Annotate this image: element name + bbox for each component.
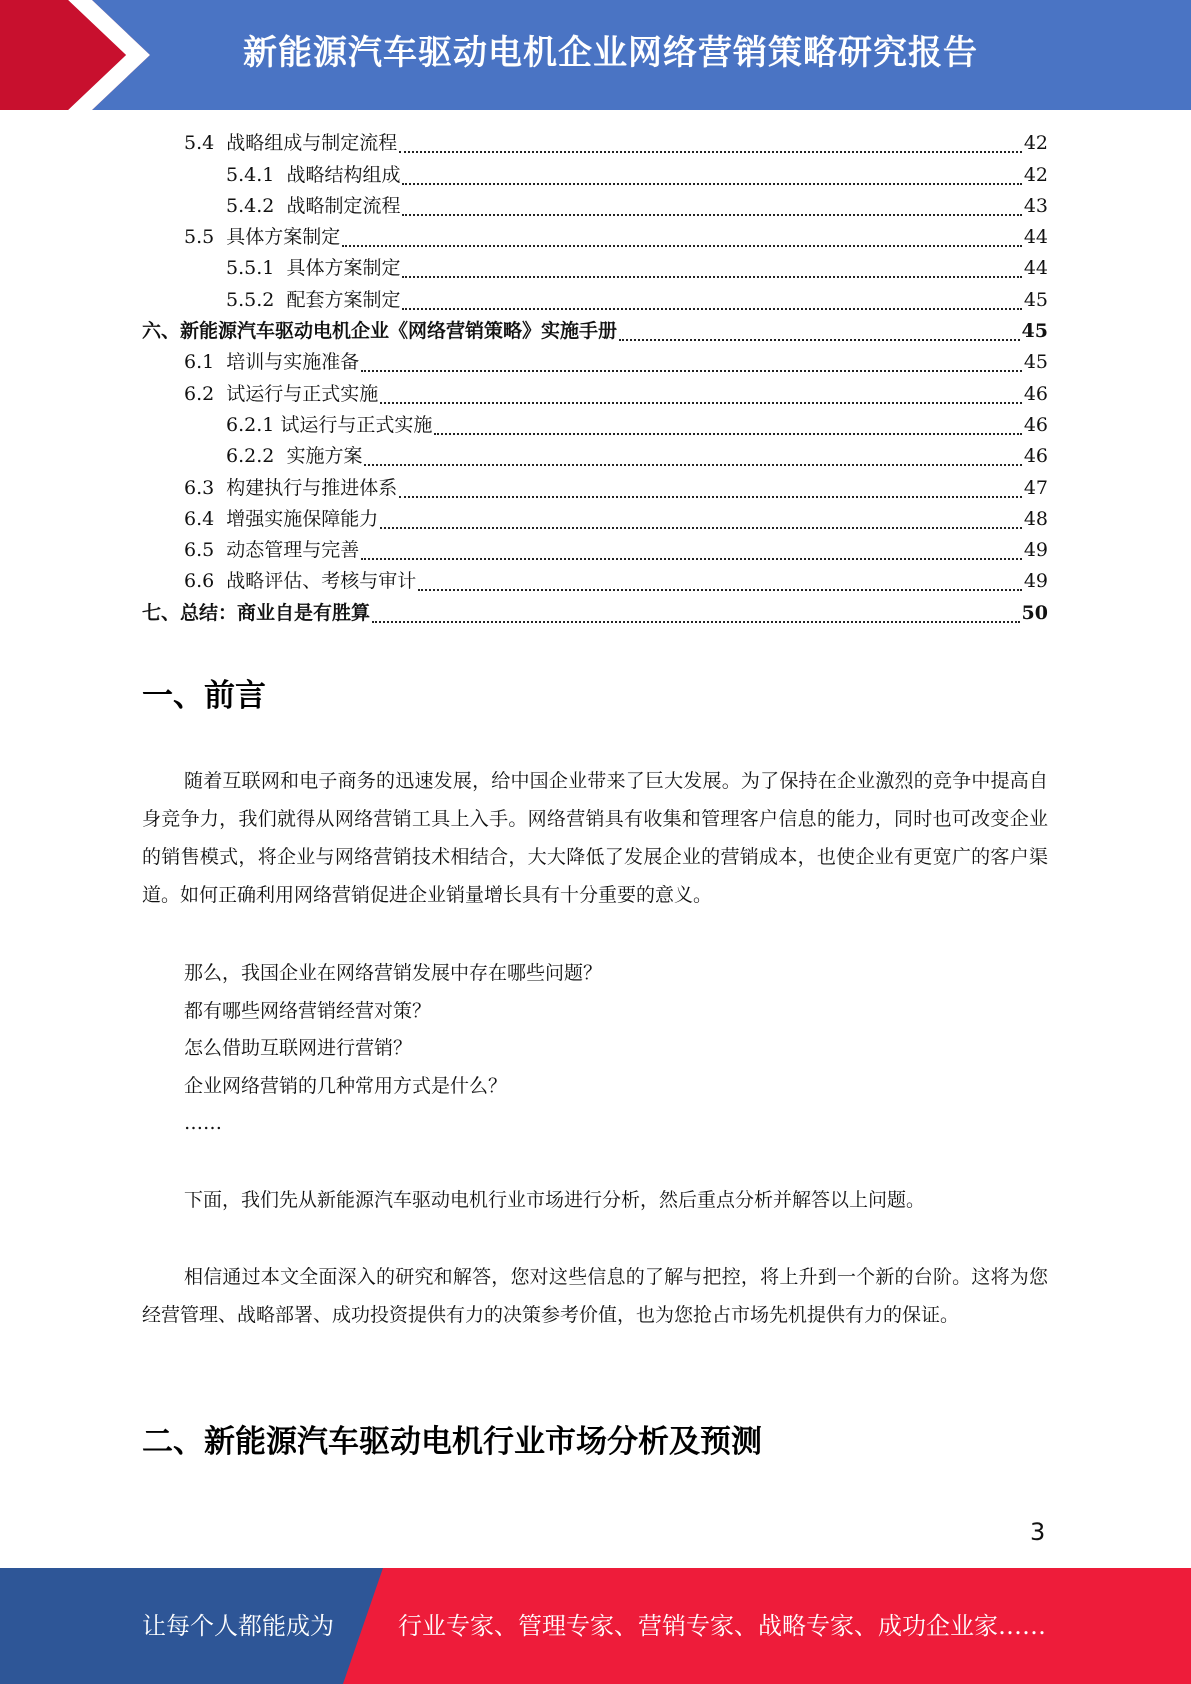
toc-entry-number: 6.4 <box>184 507 227 530</box>
question-item: 那么，我国企业在网络营销发展中存在哪些问题？ <box>184 962 603 984</box>
preface-paragraph-3: 相信通过本文全面深入的研究和解答，您对这些信息的了解与把控，将上升到一个新的台阶。这将为您经营管理、战略部署、成功投资提供有力的决策参考价值，也为您抢占市场先机提供有力的保证。 <box>142 1266 1048 1326</box>
toc-entry[interactable] <box>142 159 1048 190</box>
toc-entry-page: 45 <box>1023 351 1048 374</box>
toc-entry-number: 5.4.2 <box>226 194 287 217</box>
toc-entry-label: 具体方案制定 <box>286 257 401 280</box>
toc-entry-number: 6.2.1 <box>226 413 281 436</box>
toc-leader-dots <box>361 557 1022 560</box>
toc-entry-number: 6.5 <box>184 539 227 562</box>
toc-entry-page: 46 <box>1023 445 1048 468</box>
toc-entry-number: 6.3 <box>184 476 227 499</box>
toc-entry-label: 战略结构组成 <box>286 163 401 186</box>
preface-paragraph-1: 随着互联网和电子商务的迅速发展，给中国企业带来了巨大发展。为了保持在企业激烈的竞争中提高自身竞争力，我们就得从网络营销工具上入手。网络营销具有收集和管理客户信息的能力，同时也可改变企业的销售模式，将企业与网络营销技术相结合，大大降低了发展企业的营销成本，也使企业有更宽广的客户渠道。如何正确利用网络营销促进企业销量增长具有十分重要的意义。 <box>142 770 1048 906</box>
toc-entry[interactable] <box>142 128 1048 159</box>
toc-entry-label: 构建执行与推进体系 <box>226 476 398 499</box>
footer-slogan-left: 让每个人都能成为 <box>142 1612 334 1640</box>
header-title: 新能源汽车驱动电机企业网络营销策略研究报告 <box>243 33 978 73</box>
toc-entry-label: 实施方案 <box>286 445 363 468</box>
toc-entry-page: 42 <box>1023 163 1048 186</box>
toc-entry[interactable] <box>142 347 1048 378</box>
section-heading-preface: 一、前言 <box>142 678 266 714</box>
toc-entry-number: 5.5.2 <box>226 288 287 311</box>
toc-leader-dots <box>342 244 1022 247</box>
toc-entry-page: 50 <box>1021 601 1048 624</box>
toc-entry[interactable] <box>142 222 1048 253</box>
toc-entry-label: 培训与实施准备 <box>226 351 360 374</box>
toc-entry-number: 6.6 <box>184 570 227 593</box>
page-number: 3 <box>1030 1518 1046 1546</box>
toc-entry-label: 试运行与正式实施 <box>280 413 433 436</box>
toc-leader-dots <box>364 463 1021 466</box>
toc-leader-dots <box>402 213 1021 216</box>
question-item: 企业网络营销的几种常用方式是什么？ <box>184 1074 508 1097</box>
toc-entry-number: 5.4.1 <box>226 163 287 186</box>
toc-entry-page: 48 <box>1023 507 1048 530</box>
footer-banner <box>0 1568 1191 1684</box>
toc-entry[interactable] <box>142 410 1048 441</box>
toc-leader-dots <box>434 432 1021 435</box>
toc-leader-dots <box>361 369 1022 372</box>
toc-entry[interactable] <box>142 284 1048 315</box>
toc-entry[interactable] <box>142 597 1048 628</box>
toc-leader-dots <box>402 182 1021 185</box>
toc-entry[interactable] <box>142 472 1048 503</box>
toc-entry-number: 6.2.2 <box>226 445 287 468</box>
toc-leader-dots <box>399 150 1022 153</box>
toc-entry-label: 动态管理与完善 <box>226 539 360 562</box>
toc-entry-page: 46 <box>1023 413 1048 436</box>
toc-leader-dots <box>372 620 1020 623</box>
toc-entry[interactable] <box>142 378 1048 409</box>
toc-entry[interactable] <box>142 566 1048 597</box>
question-item: 都有哪些网络营销经营对策？ <box>184 999 432 1022</box>
toc-entry-page: 45 <box>1021 320 1048 343</box>
toc-entry-number: 5.5 <box>184 226 227 249</box>
toc-entry-label: 配套方案制定 <box>286 288 401 311</box>
footer-slogan-right: 行业专家、管理专家、营销专家、战略专家、成功企业家…… <box>398 1612 1046 1640</box>
toc-entry-page: 44 <box>1023 257 1048 280</box>
toc-leader-dots <box>380 401 1022 404</box>
table-of-contents <box>142 128 1048 629</box>
toc-entry[interactable] <box>142 441 1048 472</box>
toc-entry[interactable] <box>142 253 1048 284</box>
toc-entry[interactable] <box>142 535 1048 566</box>
question-item: 怎么借助互联网进行营销？ <box>184 1037 413 1059</box>
toc-entry-label: 六、新能源汽车驱动电机企业《网络营销策略》实施手册 <box>142 320 618 343</box>
toc-entry-label: 具体方案制定 <box>226 226 341 249</box>
toc-entry[interactable] <box>142 191 1048 222</box>
toc-entry[interactable] <box>142 316 1048 347</box>
toc-leader-dots <box>399 495 1022 498</box>
section-heading-market-analysis: 二、新能源汽车驱动电机行业市场分析及预测 <box>142 1424 762 1460</box>
toc-entry-number: 6.1 <box>184 351 227 374</box>
toc-entry-label: 战略制定流程 <box>286 194 401 217</box>
toc-entry-number: 6.2 <box>184 382 227 405</box>
toc-entry-label: 七、总结：商业自是有胜算 <box>142 601 371 624</box>
toc-entry-label: 战略组成与制定流程 <box>226 132 398 155</box>
toc-entry-label: 战略评估、考核与审计 <box>226 570 417 593</box>
toc-leader-dots <box>380 526 1022 529</box>
header-banner <box>0 0 1191 110</box>
toc-entry-page: 43 <box>1023 194 1048 217</box>
preface-paragraph-2: 下面，我们先从新能源汽车驱动电机行业市场进行分析，然后重点分析并解答以上问题。 <box>184 1189 926 1211</box>
toc-entry-label: 试运行与正式实施 <box>226 382 379 405</box>
toc-entry-page: 49 <box>1023 539 1048 562</box>
toc-entry-label: 增强实施保障能力 <box>226 507 379 530</box>
toc-entry-page: 45 <box>1023 288 1048 311</box>
toc-entry-number: 5.5.1 <box>226 257 287 280</box>
question-list <box>184 955 602 1143</box>
toc-entry-number: 5.4 <box>184 132 227 155</box>
toc-leader-dots <box>418 588 1022 591</box>
toc-leader-dots <box>402 275 1021 278</box>
toc-leader-dots <box>619 338 1020 341</box>
question-ellipsis: …… <box>184 1112 222 1134</box>
toc-entry-page: 42 <box>1023 132 1048 155</box>
toc-entry-page: 47 <box>1023 476 1048 499</box>
toc-entry-page: 46 <box>1023 382 1048 405</box>
toc-entry[interactable] <box>142 504 1048 535</box>
toc-entry-page: 49 <box>1023 570 1048 593</box>
toc-entry-page: 44 <box>1023 226 1048 249</box>
toc-leader-dots <box>402 307 1021 310</box>
